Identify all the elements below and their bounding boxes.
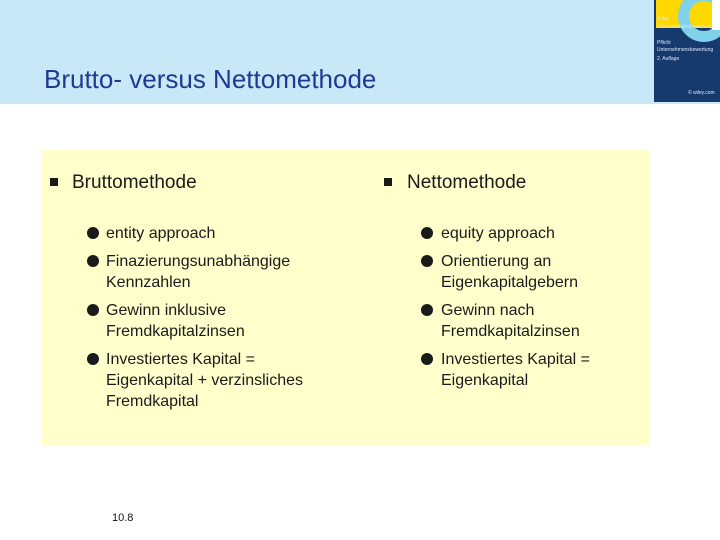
book-cover-line: © wiley.com — [688, 90, 715, 96]
book-cover-line: 2. Auflage — [657, 56, 680, 62]
left-list-item: Investiertes Kapital = Eigenkapital + verzinsliches Fremdkapital — [106, 351, 303, 410]
round-bullet-icon — [87, 353, 99, 365]
slide-title: Brutto- versus Nettomethode — [44, 64, 377, 94]
right-list-item: Gewinn nach Fremdkapitalzinsen — [441, 302, 580, 340]
book-cover-line: Wiley — [657, 16, 670, 22]
book-cover-line: Unternehmensbewertung — [657, 24, 714, 30]
round-bullet-icon — [87, 304, 99, 316]
book-cover-spine — [712, 0, 720, 30]
book-cover-line: Unternehmensbewertung — [657, 47, 714, 53]
page-number: 10.8 — [112, 512, 134, 524]
square-bullet-icon — [384, 178, 392, 186]
right-list-item: Orientierung an Eigenkapitalgebern — [441, 253, 578, 291]
left-list-item: entity approach — [106, 225, 216, 242]
round-bullet-icon — [421, 353, 433, 365]
left-column-heading: Bruttomethode — [72, 172, 197, 193]
round-bullet-icon — [87, 227, 99, 239]
round-bullet-icon — [421, 304, 433, 316]
right-list-item: equity approach — [441, 225, 555, 242]
round-bullet-icon — [421, 255, 433, 267]
round-bullet-icon — [421, 227, 433, 239]
left-list-item: Gewinn inklusive Fremdkapitalzinsen — [106, 302, 245, 340]
left-list-item: Finazierungsunabhängige Kennzahlen — [106, 253, 291, 291]
right-column-heading: Nettomethode — [407, 172, 527, 193]
square-bullet-icon — [50, 178, 58, 186]
book-cover-line: Pflicht — [657, 40, 671, 46]
book-cover-thumbnail — [654, 0, 720, 102]
round-bullet-icon — [87, 255, 99, 267]
right-list-item: Investiertes Kapital = Eigenkapital — [441, 351, 590, 389]
